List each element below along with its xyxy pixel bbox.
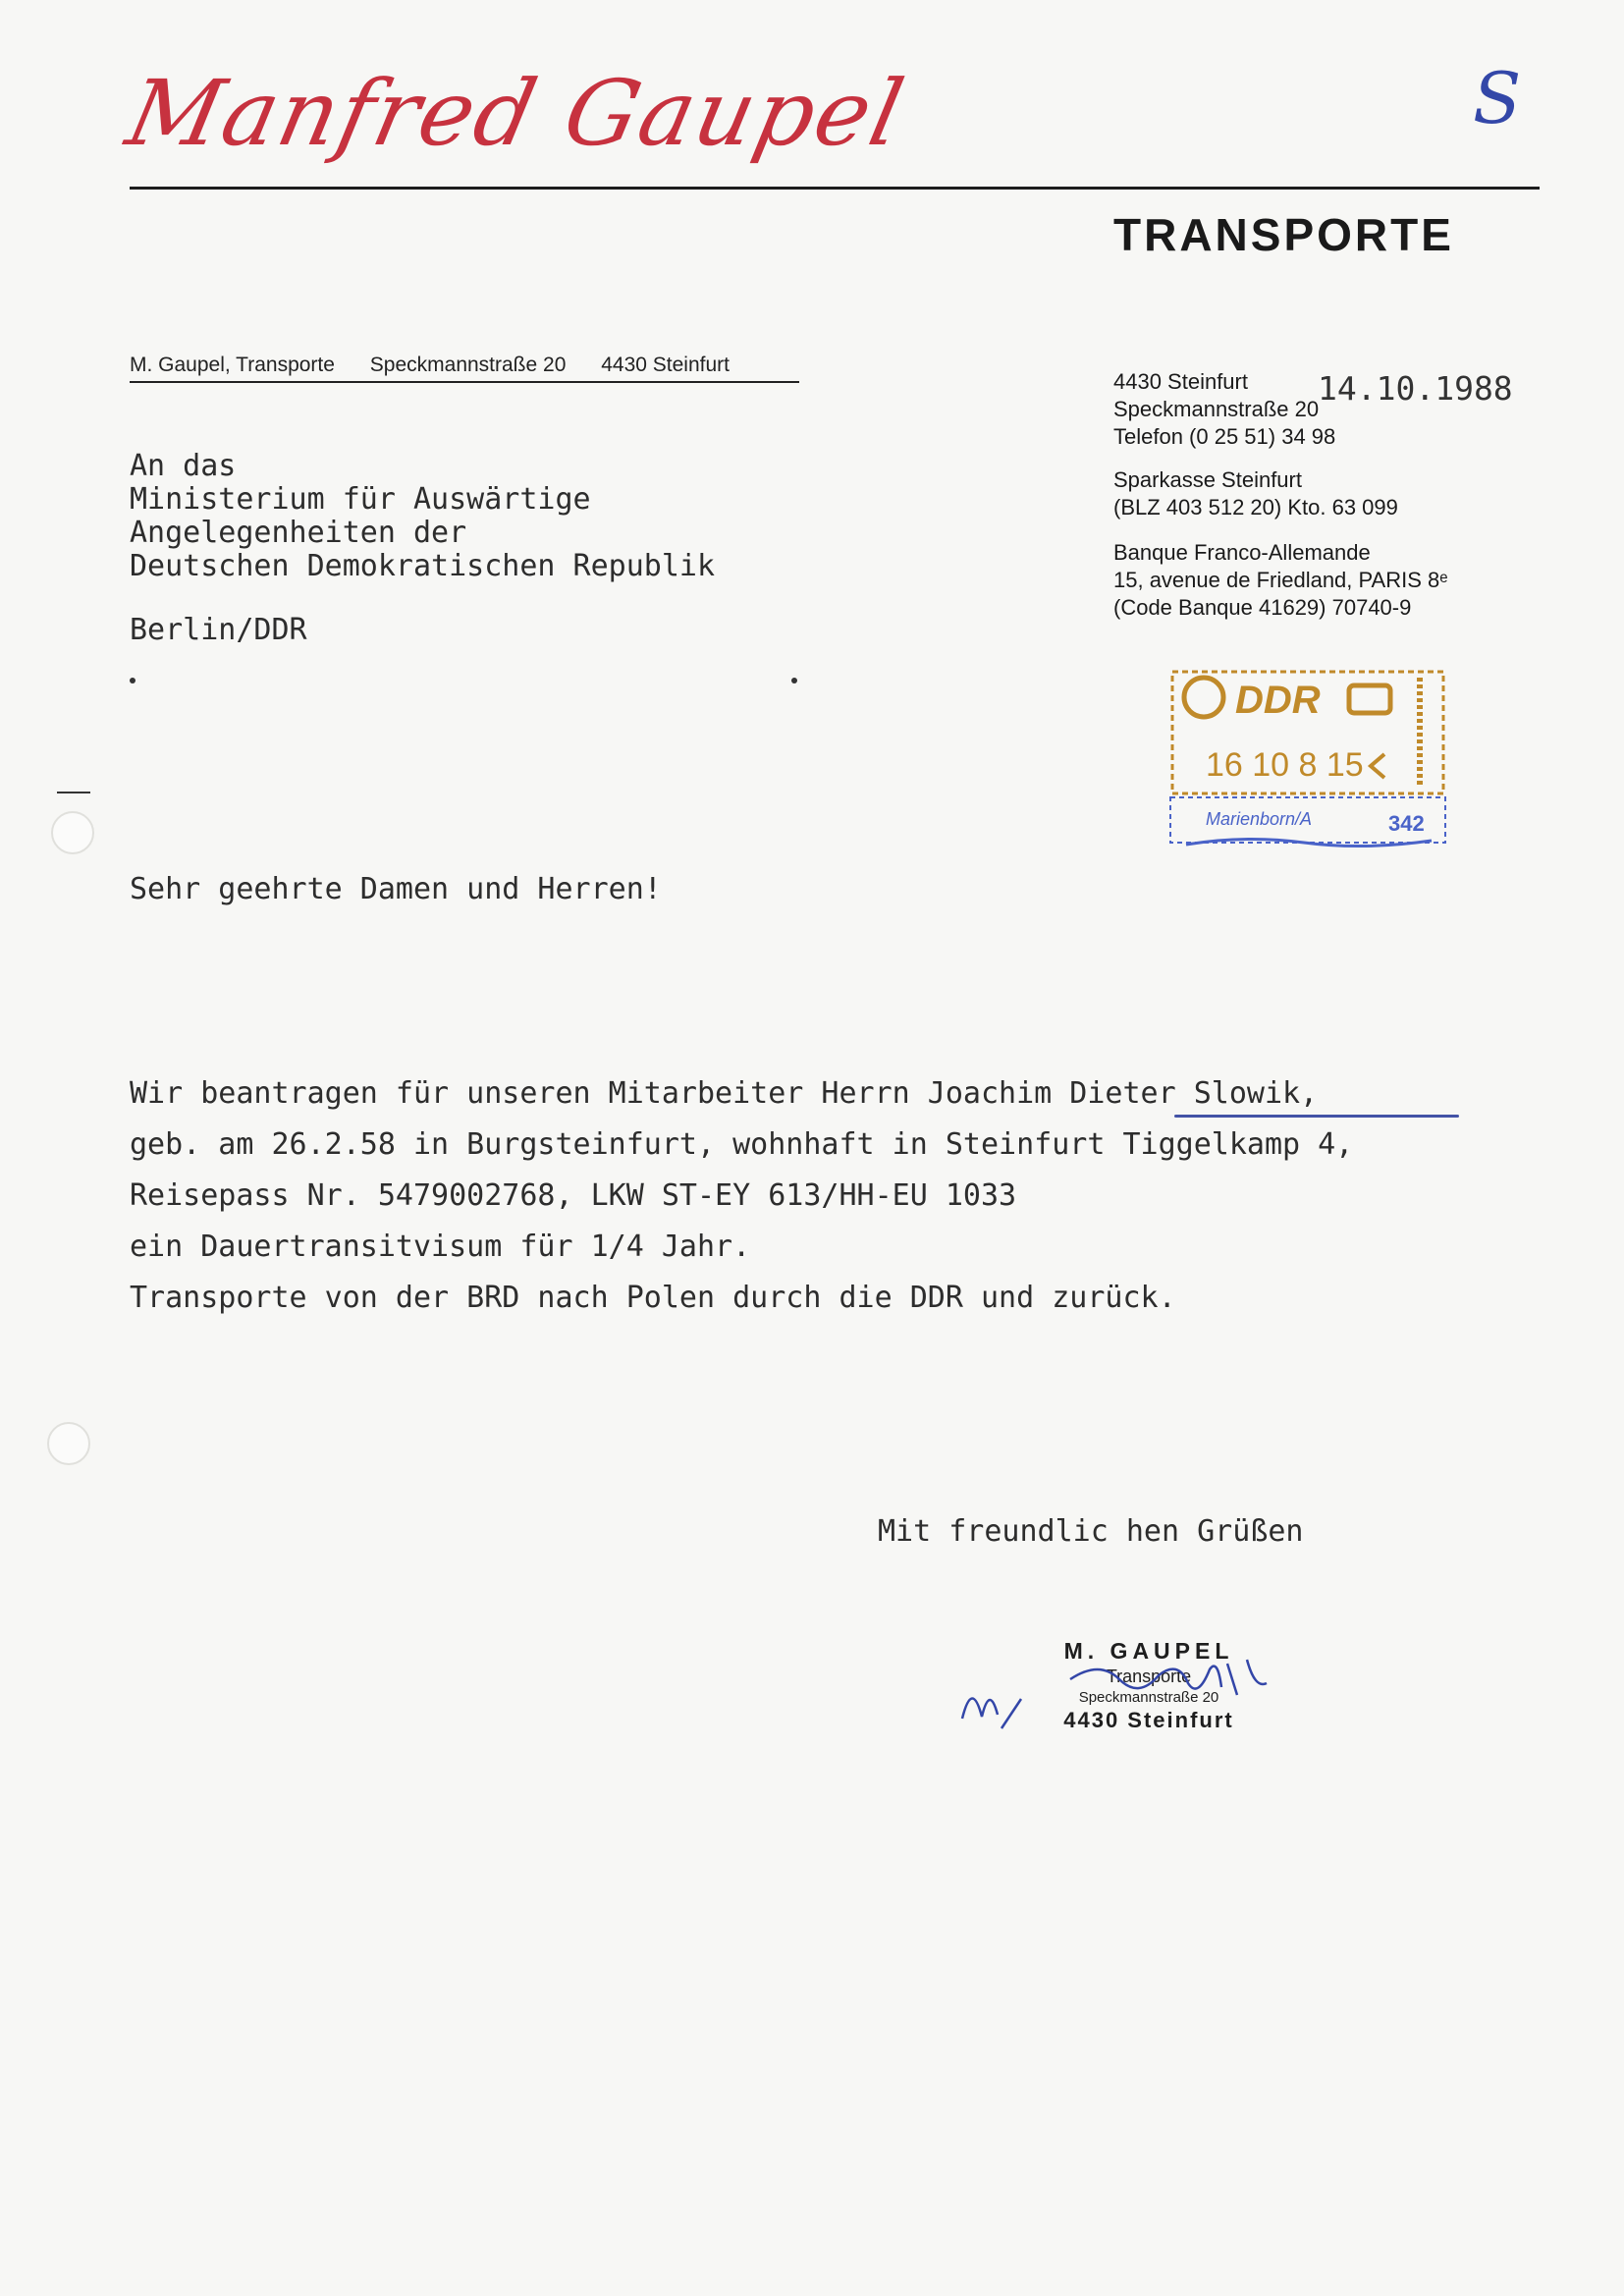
stamp-number: 16 10 8 15: [1206, 746, 1364, 784]
signature-line3: Speckmannstraße 20: [1078, 1689, 1219, 1706]
sender-phone: Telefon (0 25 51) 34 98: [1113, 424, 1336, 449]
body-line: ein Dauertransitvisum für 1/4 Jahr.: [130, 1230, 751, 1264]
recipient-line: Angelegenheiten der: [130, 516, 467, 550]
stamp-code: 342: [1388, 811, 1425, 836]
sender-city: 4430 Steinfurt: [1113, 369, 1248, 394]
bank2-address: 15, avenue de Friedland, PARIS 8ᵉ: [1113, 568, 1448, 592]
recipient-city: Berlin/DDR: [130, 613, 307, 647]
fold-mark: [57, 792, 90, 793]
company-name: TRANSPORTE: [1113, 209, 1454, 260]
handwritten-signature: [952, 1640, 1276, 1738]
typewriter-dot: [130, 678, 135, 683]
stamp-ring-icon: [1184, 678, 1223, 717]
punch-hole: [51, 811, 94, 854]
typewriter-dot: [791, 678, 797, 683]
signature-line2: Transporte: [1106, 1667, 1192, 1686]
stamp-place: Marienborn/A: [1206, 809, 1313, 829]
stamp-country: DDR: [1235, 679, 1321, 722]
ddr-postage-stamp: [1166, 668, 1449, 854]
bank2-name: Banque Franco-Allemande: [1113, 540, 1371, 565]
punch-hole: [47, 1422, 90, 1465]
body-line: Reisepass Nr. 5479002768, LKW ST-EY 613/HH-EU 1033: [130, 1178, 1017, 1213]
return-address-line: [130, 354, 799, 377]
recipient-line: Deutschen Demokratischen Republik: [130, 549, 716, 583]
body-line: geb. am 26.2.58 in Burgsteinfurt, wohnhaft in Steinfurt Tiggelkamp 4,: [130, 1127, 1354, 1162]
return-street: Speckmannstraße 20: [369, 354, 567, 376]
body-line: Transporte von der BRD nach Polen durch die DDR und zurück.: [130, 1281, 1176, 1315]
letter-body: [130, 1068, 1353, 1324]
return-name: M. Gaupel, Transporte: [130, 354, 335, 376]
recipient-line: An das: [130, 449, 237, 483]
letter-date: 14.10.1988: [1318, 369, 1513, 408]
recipient-address: [130, 450, 715, 583]
salutation: Sehr geehrte Damen und Herren!: [130, 872, 662, 906]
recipient-line: Ministerium für Auswärtige: [130, 482, 591, 517]
body-line: Wir beantragen für unseren Mitarbeiter Herrn Joachim Dieter Slowik,: [130, 1076, 1319, 1111]
sender-street: Speckmannstraße 20: [1113, 397, 1320, 421]
bank1-name: Sparkasse Steinfurt: [1113, 467, 1302, 492]
signature-line4: 4430 Steinfurt: [1063, 1708, 1234, 1732]
header-rule: [130, 187, 1540, 190]
return-address-rule: [130, 381, 799, 383]
signature-name: M. GAUPEL: [1063, 1638, 1234, 1664]
bank1-account: (BLZ 403 512 20) Kto. 63 099: [1113, 495, 1398, 519]
name-underline: [1174, 1115, 1459, 1118]
handwritten-corner-mark: S: [1473, 57, 1522, 139]
bank2-code: (Code Banque 41629) 70740-9: [1113, 595, 1412, 620]
return-city: 4430 Steinfurt: [601, 354, 730, 376]
truck-icon: [1349, 685, 1390, 713]
closing: Mit freundlic hen Grüßen: [878, 1514, 1304, 1549]
company-logo: Manfred Gaupel: [118, 61, 914, 166]
